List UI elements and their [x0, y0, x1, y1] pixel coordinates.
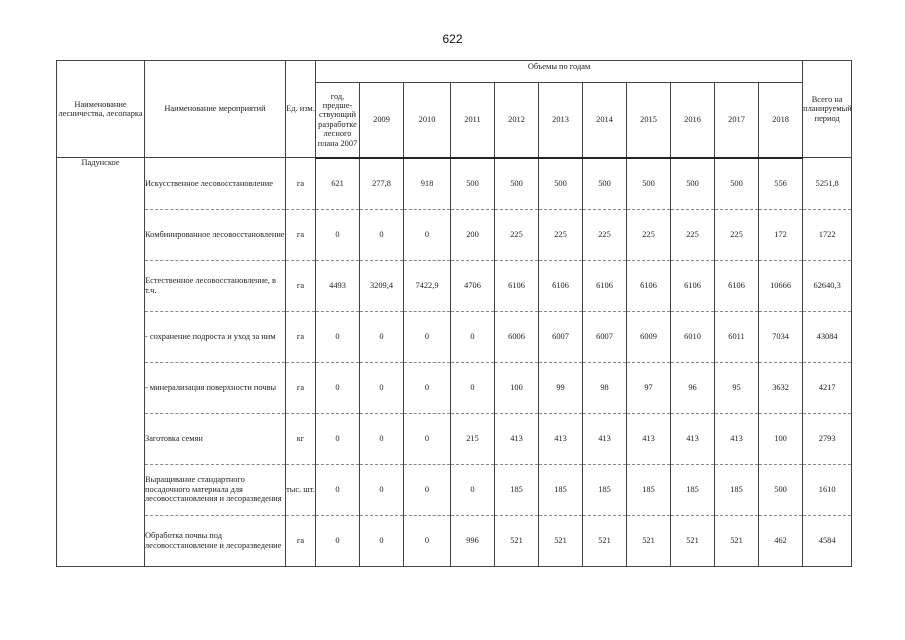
value-cell: 521 [671, 515, 715, 566]
value-cell: 6006 [495, 311, 539, 362]
value-cell: 6007 [583, 311, 627, 362]
value-cell: 3632 [759, 362, 803, 413]
value-cell: 0 [404, 413, 451, 464]
value-cell: 100 [495, 362, 539, 413]
value-cell: 6106 [671, 260, 715, 311]
table-row [57, 209, 852, 260]
total-cell: 62640,3 [803, 260, 852, 311]
value-cell: 225 [715, 209, 759, 260]
value-cell: 4493 [316, 260, 360, 311]
value-cell: 0 [404, 362, 451, 413]
value-cell: 413 [671, 413, 715, 464]
value-cell: 0 [316, 209, 360, 260]
value-cell: 200 [451, 209, 495, 260]
value-cell: 0 [404, 311, 451, 362]
table-row [57, 158, 852, 210]
value-cell: 0 [316, 362, 360, 413]
value-cell: 185 [539, 464, 583, 515]
value-cell: 99 [539, 362, 583, 413]
header-year: 2015 [627, 83, 671, 158]
table-row [57, 311, 852, 362]
value-cell: 225 [539, 209, 583, 260]
value-cell: 6106 [627, 260, 671, 311]
value-cell: 215 [451, 413, 495, 464]
value-cell: 97 [627, 362, 671, 413]
value-cell: 225 [671, 209, 715, 260]
value-cell: 185 [583, 464, 627, 515]
value-cell: 0 [360, 362, 404, 413]
header-year: 2018 [759, 83, 803, 158]
table-row [57, 515, 852, 566]
value-cell: 521 [715, 515, 759, 566]
value-cell: 0 [316, 464, 360, 515]
value-cell: 225 [583, 209, 627, 260]
header-year: 2016 [671, 83, 715, 158]
table-row [57, 362, 852, 413]
value-cell: 172 [759, 209, 803, 260]
value-cell: 7422,9 [404, 260, 451, 311]
total-cell: 4584 [803, 515, 852, 566]
page-number: 622 [442, 32, 463, 46]
value-cell: 413 [715, 413, 759, 464]
value-cell: 500 [451, 158, 495, 210]
value-cell: 0 [404, 515, 451, 566]
value-cell: 96 [671, 362, 715, 413]
value-cell: 225 [627, 209, 671, 260]
value-cell: 277,8 [360, 158, 404, 210]
value-cell: 6106 [715, 260, 759, 311]
value-cell: 6011 [715, 311, 759, 362]
total-cell: 5251,8 [803, 158, 852, 210]
value-cell: 521 [539, 515, 583, 566]
value-cell: 6009 [627, 311, 671, 362]
value-cell: 500 [627, 158, 671, 210]
measure-name: Искусственное лесовосстановление [145, 158, 286, 210]
measure-unit: га [286, 209, 316, 260]
table-row [57, 413, 852, 464]
table-row [57, 464, 852, 515]
value-cell: 10666 [759, 260, 803, 311]
value-cell: 0 [360, 464, 404, 515]
value-cell: 500 [583, 158, 627, 210]
value-cell: 621 [316, 158, 360, 210]
value-cell: 0 [316, 311, 360, 362]
value-cell: 0 [404, 464, 451, 515]
measure-unit: га [286, 158, 316, 210]
total-cell: 43084 [803, 311, 852, 362]
total-cell: 1722 [803, 209, 852, 260]
value-cell: 0 [360, 515, 404, 566]
header-year: 2010 [404, 83, 451, 158]
value-cell: 918 [404, 158, 451, 210]
measure-name: Заготовка семян [145, 413, 286, 464]
value-cell: 0 [404, 209, 451, 260]
measure-unit: кг [286, 413, 316, 464]
header-year: 2017 [715, 83, 759, 158]
value-cell: 95 [715, 362, 759, 413]
value-cell: 462 [759, 515, 803, 566]
header-measures: Наименование мероприятий [145, 61, 286, 158]
value-cell: 556 [759, 158, 803, 210]
value-cell: 0 [360, 413, 404, 464]
forestry-name: Падунское [57, 158, 145, 567]
value-cell: 4706 [451, 260, 495, 311]
value-cell: 500 [539, 158, 583, 210]
value-cell: 3209,4 [360, 260, 404, 311]
table-row [57, 260, 852, 311]
value-cell: 6007 [539, 311, 583, 362]
value-cell: 413 [495, 413, 539, 464]
measure-name: Выращивание стандартного посадочного материала для лесовосстановления и лесоразведения [145, 464, 286, 515]
measure-unit: га [286, 260, 316, 311]
measure-name: Обработка почвы под лесовосстановление и лесоразведение [145, 515, 286, 566]
value-cell: 500 [759, 464, 803, 515]
measure-unit: тыс. шт. [286, 464, 316, 515]
header-volumes-by-year: Объемы по годам [316, 61, 803, 83]
header-year: 2009 [360, 83, 404, 158]
value-cell: 413 [539, 413, 583, 464]
value-cell: 521 [627, 515, 671, 566]
header-year: 2014 [583, 83, 627, 158]
total-cell: 1610 [803, 464, 852, 515]
header-base-year: год, предше-ствующий разработке лесного плана 2007 [316, 83, 360, 158]
value-cell: 0 [360, 209, 404, 260]
header-year: 2013 [539, 83, 583, 158]
value-cell: 413 [583, 413, 627, 464]
value-cell: 0 [360, 311, 404, 362]
value-cell: 185 [715, 464, 759, 515]
value-cell: 185 [495, 464, 539, 515]
value-cell: 521 [583, 515, 627, 566]
measure-name: - минерализация поверхности почвы [145, 362, 286, 413]
value-cell: 6106 [495, 260, 539, 311]
measure-name: Комбинированное лесовосстановление [145, 209, 286, 260]
value-cell: 0 [316, 515, 360, 566]
measure-name: - сохранение подроста и уход за ним [145, 311, 286, 362]
value-cell: 0 [451, 464, 495, 515]
value-cell: 996 [451, 515, 495, 566]
measure-unit: га [286, 515, 316, 566]
measure-unit: га [286, 311, 316, 362]
value-cell: 0 [316, 413, 360, 464]
value-cell: 6106 [583, 260, 627, 311]
value-cell: 185 [671, 464, 715, 515]
total-cell: 2793 [803, 413, 852, 464]
value-cell: 185 [627, 464, 671, 515]
value-cell: 0 [451, 362, 495, 413]
measure-name: Естественное лесовосстановление, в т.ч. [145, 260, 286, 311]
header-forestry: Наименование лесничества, лесопарка [57, 61, 145, 158]
value-cell: 6010 [671, 311, 715, 362]
value-cell: 500 [495, 158, 539, 210]
value-cell: 500 [715, 158, 759, 210]
value-cell: 225 [495, 209, 539, 260]
header-unit: Ед. изм. [286, 61, 316, 158]
value-cell: 521 [495, 515, 539, 566]
value-cell: 7034 [759, 311, 803, 362]
header-year: 2011 [451, 83, 495, 158]
value-cell: 413 [627, 413, 671, 464]
value-cell: 6106 [539, 260, 583, 311]
value-cell: 0 [451, 311, 495, 362]
header-year: 2012 [495, 83, 539, 158]
value-cell: 98 [583, 362, 627, 413]
forest-measures-table [56, 60, 852, 567]
value-cell: 100 [759, 413, 803, 464]
measure-unit: га [286, 362, 316, 413]
total-cell: 4217 [803, 362, 852, 413]
header-total: Всего на планируемый период [803, 61, 852, 158]
value-cell: 500 [671, 158, 715, 210]
